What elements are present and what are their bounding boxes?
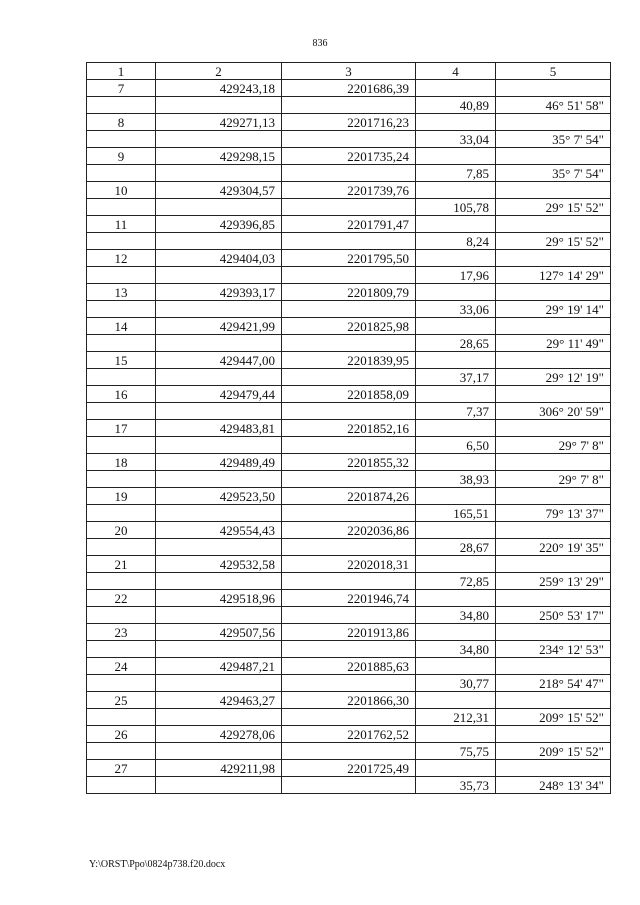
empty-cell: [496, 556, 611, 573]
empty-cell: [496, 454, 611, 471]
empty-cell: [87, 539, 156, 556]
empty-cell: [282, 607, 416, 624]
empty-cell: [416, 658, 496, 675]
point-row: [87, 624, 611, 641]
empty-cell: [416, 318, 496, 335]
segment-row: [87, 607, 611, 624]
cell-y: 2202036,86: [282, 522, 416, 539]
empty-cell: [496, 250, 611, 267]
cell-dist: 7,37: [416, 403, 496, 420]
point-row: [87, 522, 611, 539]
point-row: [87, 318, 611, 335]
empty-cell: [416, 216, 496, 233]
cell-dist: 6,50: [416, 437, 496, 454]
empty-cell: [416, 148, 496, 165]
segment-row: [87, 267, 611, 284]
cell-dist: 33,06: [416, 301, 496, 318]
empty-cell: [87, 199, 156, 216]
empty-cell: [282, 539, 416, 556]
empty-cell: [156, 777, 282, 794]
empty-cell: [156, 97, 282, 114]
cell-y: 2201825,98: [282, 318, 416, 335]
empty-cell: [416, 420, 496, 437]
segment-row: [87, 505, 611, 522]
segment-row: [87, 539, 611, 556]
cell-x: 429396,85: [156, 216, 282, 233]
cell-dist: 72,85: [416, 573, 496, 590]
empty-cell: [87, 97, 156, 114]
empty-cell: [156, 641, 282, 658]
cell-point: 9: [87, 148, 156, 165]
empty-cell: [282, 131, 416, 148]
cell-point: 12: [87, 250, 156, 267]
empty-cell: [416, 80, 496, 97]
point-row: [87, 182, 611, 199]
empty-cell: [87, 335, 156, 352]
empty-cell: [87, 233, 156, 250]
point-row: [87, 420, 611, 437]
cell-angle: 209° 15' 52": [496, 709, 611, 726]
cell-angle: 29° 19' 14": [496, 301, 611, 318]
cell-y: 2201725,49: [282, 760, 416, 777]
empty-cell: [87, 301, 156, 318]
cell-angle: 248° 13' 34": [496, 777, 611, 794]
point-row: [87, 760, 611, 777]
cell-dist: 34,80: [416, 641, 496, 658]
cell-y: 2201735,24: [282, 148, 416, 165]
empty-cell: [156, 539, 282, 556]
cell-y: 2201946,74: [282, 590, 416, 607]
cell-y: 2201913,86: [282, 624, 416, 641]
cell-point: 11: [87, 216, 156, 233]
empty-cell: [282, 437, 416, 454]
cell-angle: 79° 13' 37": [496, 505, 611, 522]
empty-cell: [87, 573, 156, 590]
empty-cell: [416, 726, 496, 743]
cell-point: 17: [87, 420, 156, 437]
cell-point: 27: [87, 760, 156, 777]
empty-cell: [156, 573, 282, 590]
cell-angle: 250° 53' 17": [496, 607, 611, 624]
cell-y: 2201858,09: [282, 386, 416, 403]
empty-cell: [282, 301, 416, 318]
cell-angle: 29° 7' 8": [496, 437, 611, 454]
empty-cell: [496, 182, 611, 199]
segment-row: [87, 199, 611, 216]
segment-row: [87, 131, 611, 148]
cell-point: 10: [87, 182, 156, 199]
cell-y: 2202018,31: [282, 556, 416, 573]
cell-y: 2201852,16: [282, 420, 416, 437]
empty-cell: [87, 777, 156, 794]
cell-dist: 35,73: [416, 777, 496, 794]
empty-cell: [156, 233, 282, 250]
empty-cell: [416, 522, 496, 539]
segment-row: [87, 573, 611, 590]
cell-angle: 29° 15' 52": [496, 199, 611, 216]
empty-cell: [87, 267, 156, 284]
empty-cell: [156, 437, 282, 454]
empty-cell: [416, 250, 496, 267]
point-row: [87, 352, 611, 369]
cell-angle: 220° 19' 35": [496, 539, 611, 556]
cell-x: 429523,50: [156, 488, 282, 505]
cell-y: 2201791,47: [282, 216, 416, 233]
cell-angle: 218° 54' 47": [496, 675, 611, 692]
point-row: [87, 216, 611, 233]
cell-x: 429393,17: [156, 284, 282, 301]
cell-point: 22: [87, 590, 156, 607]
cell-dist: 28,67: [416, 539, 496, 556]
empty-cell: [87, 675, 156, 692]
header-cell: 3: [282, 63, 416, 80]
point-row: [87, 556, 611, 573]
point-row: [87, 488, 611, 505]
empty-cell: [156, 369, 282, 386]
segment-row: [87, 335, 611, 352]
coordinates-table: [86, 62, 611, 794]
cell-x: 429483,81: [156, 420, 282, 437]
point-row: [87, 250, 611, 267]
empty-cell: [282, 675, 416, 692]
empty-cell: [282, 505, 416, 522]
cell-angle: 46° 51' 58": [496, 97, 611, 114]
empty-cell: [282, 369, 416, 386]
file-path-footer: Y:\ORST\Ppo\0824p738.f20.docx: [89, 859, 226, 870]
cell-point: 7: [87, 80, 156, 97]
cell-x: 429243,18: [156, 80, 282, 97]
empty-cell: [416, 692, 496, 709]
empty-cell: [496, 386, 611, 403]
cell-x: 429554,43: [156, 522, 282, 539]
segment-row: [87, 743, 611, 760]
empty-cell: [416, 114, 496, 131]
cell-point: 14: [87, 318, 156, 335]
point-row: [87, 692, 611, 709]
empty-cell: [496, 590, 611, 607]
empty-cell: [156, 743, 282, 760]
table-body: [87, 63, 611, 794]
cell-dist: 30,77: [416, 675, 496, 692]
empty-cell: [156, 675, 282, 692]
point-row: [87, 80, 611, 97]
cell-point: 23: [87, 624, 156, 641]
point-row: [87, 658, 611, 675]
empty-cell: [87, 403, 156, 420]
cell-x: 429211,98: [156, 760, 282, 777]
empty-cell: [496, 726, 611, 743]
cell-y: 2201866,30: [282, 692, 416, 709]
segment-row: [87, 97, 611, 114]
point-row: [87, 148, 611, 165]
empty-cell: [496, 284, 611, 301]
segment-row: [87, 437, 611, 454]
empty-cell: [496, 80, 611, 97]
empty-cell: [416, 556, 496, 573]
empty-cell: [87, 743, 156, 760]
cell-point: 16: [87, 386, 156, 403]
empty-cell: [282, 267, 416, 284]
cell-point: 19: [87, 488, 156, 505]
cell-dist: 40,89: [416, 97, 496, 114]
empty-cell: [416, 352, 496, 369]
empty-cell: [496, 148, 611, 165]
cell-point: 21: [87, 556, 156, 573]
cell-x: 429447,00: [156, 352, 282, 369]
empty-cell: [87, 709, 156, 726]
cell-point: 24: [87, 658, 156, 675]
empty-cell: [156, 471, 282, 488]
cell-x: 429532,58: [156, 556, 282, 573]
cell-dist: 38,93: [416, 471, 496, 488]
empty-cell: [87, 131, 156, 148]
cell-x: 429278,06: [156, 726, 282, 743]
cell-dist: 28,65: [416, 335, 496, 352]
cell-x: 429298,15: [156, 148, 282, 165]
empty-cell: [156, 199, 282, 216]
cell-point: 13: [87, 284, 156, 301]
empty-cell: [282, 335, 416, 352]
cell-y: 2201686,39: [282, 80, 416, 97]
empty-cell: [156, 403, 282, 420]
cell-y: 2201839,95: [282, 352, 416, 369]
cell-y: 2201716,23: [282, 114, 416, 131]
header-cell: 4: [416, 63, 496, 80]
empty-cell: [496, 692, 611, 709]
empty-cell: [496, 318, 611, 335]
empty-cell: [282, 471, 416, 488]
empty-cell: [156, 131, 282, 148]
cell-x: 429463,27: [156, 692, 282, 709]
header-cell: 5: [496, 63, 611, 80]
cell-point: 15: [87, 352, 156, 369]
point-row: [87, 114, 611, 131]
cell-x: 429518,96: [156, 590, 282, 607]
empty-cell: [87, 505, 156, 522]
header-cell: 1: [87, 63, 156, 80]
empty-cell: [87, 437, 156, 454]
cell-angle: 35° 7' 54": [496, 165, 611, 182]
empty-cell: [282, 97, 416, 114]
cell-dist: 33,04: [416, 131, 496, 148]
segment-row: [87, 777, 611, 794]
empty-cell: [416, 624, 496, 641]
empty-cell: [496, 624, 611, 641]
empty-cell: [496, 420, 611, 437]
cell-point: 8: [87, 114, 156, 131]
empty-cell: [282, 165, 416, 182]
cell-angle: 234° 12' 53": [496, 641, 611, 658]
segment-row: [87, 233, 611, 250]
segment-row: [87, 165, 611, 182]
empty-cell: [282, 709, 416, 726]
cell-x: 429304,57: [156, 182, 282, 199]
empty-cell: [496, 658, 611, 675]
cell-angle: 306° 20' 59": [496, 403, 611, 420]
empty-cell: [156, 267, 282, 284]
empty-cell: [496, 216, 611, 233]
empty-cell: [282, 573, 416, 590]
segment-row: [87, 301, 611, 318]
cell-dist: 105,78: [416, 199, 496, 216]
cell-dist: 165,51: [416, 505, 496, 522]
cell-x: 429421,99: [156, 318, 282, 335]
empty-cell: [416, 454, 496, 471]
empty-cell: [282, 777, 416, 794]
cell-x: 429479,44: [156, 386, 282, 403]
point-row: [87, 284, 611, 301]
empty-cell: [282, 403, 416, 420]
empty-cell: [282, 743, 416, 760]
point-row: [87, 590, 611, 607]
empty-cell: [156, 505, 282, 522]
cell-x: 429404,03: [156, 250, 282, 267]
cell-angle: 29° 11' 49": [496, 335, 611, 352]
cell-x: 429271,13: [156, 114, 282, 131]
point-row: [87, 726, 611, 743]
cell-dist: 212,31: [416, 709, 496, 726]
empty-cell: [282, 641, 416, 658]
empty-cell: [416, 488, 496, 505]
table-header-row: [87, 63, 611, 80]
cell-dist: 75,75: [416, 743, 496, 760]
segment-row: [87, 369, 611, 386]
cell-y: 2201739,76: [282, 182, 416, 199]
empty-cell: [416, 590, 496, 607]
cell-dist: 8,24: [416, 233, 496, 250]
cell-angle: 259° 13' 29": [496, 573, 611, 590]
segment-row: [87, 709, 611, 726]
empty-cell: [87, 471, 156, 488]
segment-row: [87, 641, 611, 658]
cell-y: 2201874,26: [282, 488, 416, 505]
cell-angle: 29° 7' 8": [496, 471, 611, 488]
empty-cell: [496, 352, 611, 369]
empty-cell: [282, 199, 416, 216]
cell-point: 20: [87, 522, 156, 539]
cell-dist: 17,96: [416, 267, 496, 284]
empty-cell: [87, 641, 156, 658]
cell-x: 429487,21: [156, 658, 282, 675]
empty-cell: [87, 165, 156, 182]
point-row: [87, 386, 611, 403]
empty-cell: [496, 488, 611, 505]
point-row: [87, 454, 611, 471]
cell-y: 2201885,63: [282, 658, 416, 675]
empty-cell: [156, 335, 282, 352]
cell-angle: 29° 12' 19": [496, 369, 611, 386]
cell-angle: 209° 15' 52": [496, 743, 611, 760]
cell-point: 18: [87, 454, 156, 471]
cell-dist: 37,17: [416, 369, 496, 386]
cell-dist: 7,85: [416, 165, 496, 182]
empty-cell: [87, 607, 156, 624]
cell-point: 25: [87, 692, 156, 709]
empty-cell: [416, 182, 496, 199]
empty-cell: [156, 165, 282, 182]
cell-y: 2201809,79: [282, 284, 416, 301]
page-number: 836: [312, 38, 328, 49]
segment-row: [87, 675, 611, 692]
cell-point: 26: [87, 726, 156, 743]
cell-y: 2201795,50: [282, 250, 416, 267]
empty-cell: [416, 284, 496, 301]
cell-x: 429507,56: [156, 624, 282, 641]
empty-cell: [416, 760, 496, 777]
empty-cell: [87, 369, 156, 386]
segment-row: [87, 403, 611, 420]
cell-y: 2201855,32: [282, 454, 416, 471]
empty-cell: [416, 386, 496, 403]
empty-cell: [282, 233, 416, 250]
empty-cell: [496, 522, 611, 539]
cell-angle: 127° 14' 29": [496, 267, 611, 284]
empty-cell: [156, 607, 282, 624]
cell-angle: 35° 7' 54": [496, 131, 611, 148]
header-cell: 2: [156, 63, 282, 80]
cell-y: 2201762,52: [282, 726, 416, 743]
cell-x: 429489,49: [156, 454, 282, 471]
empty-cell: [156, 709, 282, 726]
cell-angle: 29° 15' 52": [496, 233, 611, 250]
empty-cell: [496, 760, 611, 777]
empty-cell: [156, 301, 282, 318]
segment-row: [87, 471, 611, 488]
empty-cell: [496, 114, 611, 131]
cell-dist: 34,80: [416, 607, 496, 624]
